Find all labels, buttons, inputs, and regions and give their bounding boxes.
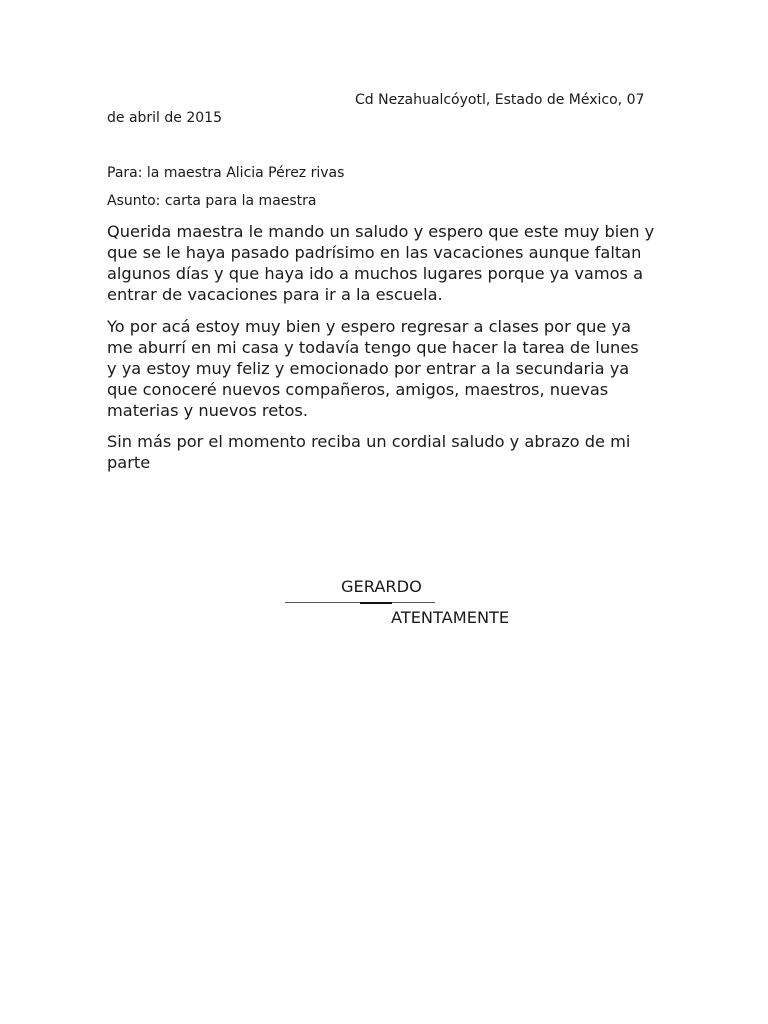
paragraph-2-line: que conoceré nuevos compañeros, amigos, maestros, nuevas — [107, 380, 609, 399]
paragraph-3-line: parte — [107, 453, 151, 472]
paragraph-3 — [107, 431, 630, 473]
date-line-2: de abril de 2015 — [107, 110, 222, 126]
paragraph-2 — [107, 316, 639, 421]
signature-rule-mark — [360, 602, 392, 604]
paragraph-1-line: entrar de vacaciones para ir a la escuela. — [107, 285, 443, 304]
paragraph-2-line: y ya estoy muy feliz y emocionado por entrar a la secundaria ya — [107, 359, 630, 378]
subject-line: Asunto: carta para la maestra — [107, 193, 317, 209]
paragraph-3-line: Sin más por el momento reciba un cordial saludo y abrazo de mi — [107, 432, 631, 451]
paragraph-1 — [107, 221, 654, 305]
paragraph-2-line: Yo por acá estoy muy bien y espero regresar a clases por que ya — [107, 317, 632, 336]
closing-text: ATENTAMENTE — [391, 608, 510, 627]
paragraph-1-line: algunos días y que haya ido a muchos lugares porque ya vamos a — [107, 264, 644, 283]
recipient-line: Para: la maestra Alicia Pérez rivas — [107, 165, 345, 181]
date-line-1: Cd Nezahualcóyotl, Estado de México, 07 — [355, 92, 645, 108]
signature-name: GERARDO — [341, 577, 422, 596]
paragraph-2-line: materias y nuevos retos. — [107, 401, 308, 420]
paragraph-1-line: que se le haya pasado padrísimo en las vacaciones aunque faltan — [107, 243, 642, 262]
signature-rule — [285, 602, 435, 603]
paragraph-2-line: me aburrí en mi casa y todavía tengo que hacer la tarea de lunes — [107, 338, 639, 357]
paragraph-1-line: Querida maestra le mando un saludo y espero que este muy bien y — [107, 222, 655, 241]
